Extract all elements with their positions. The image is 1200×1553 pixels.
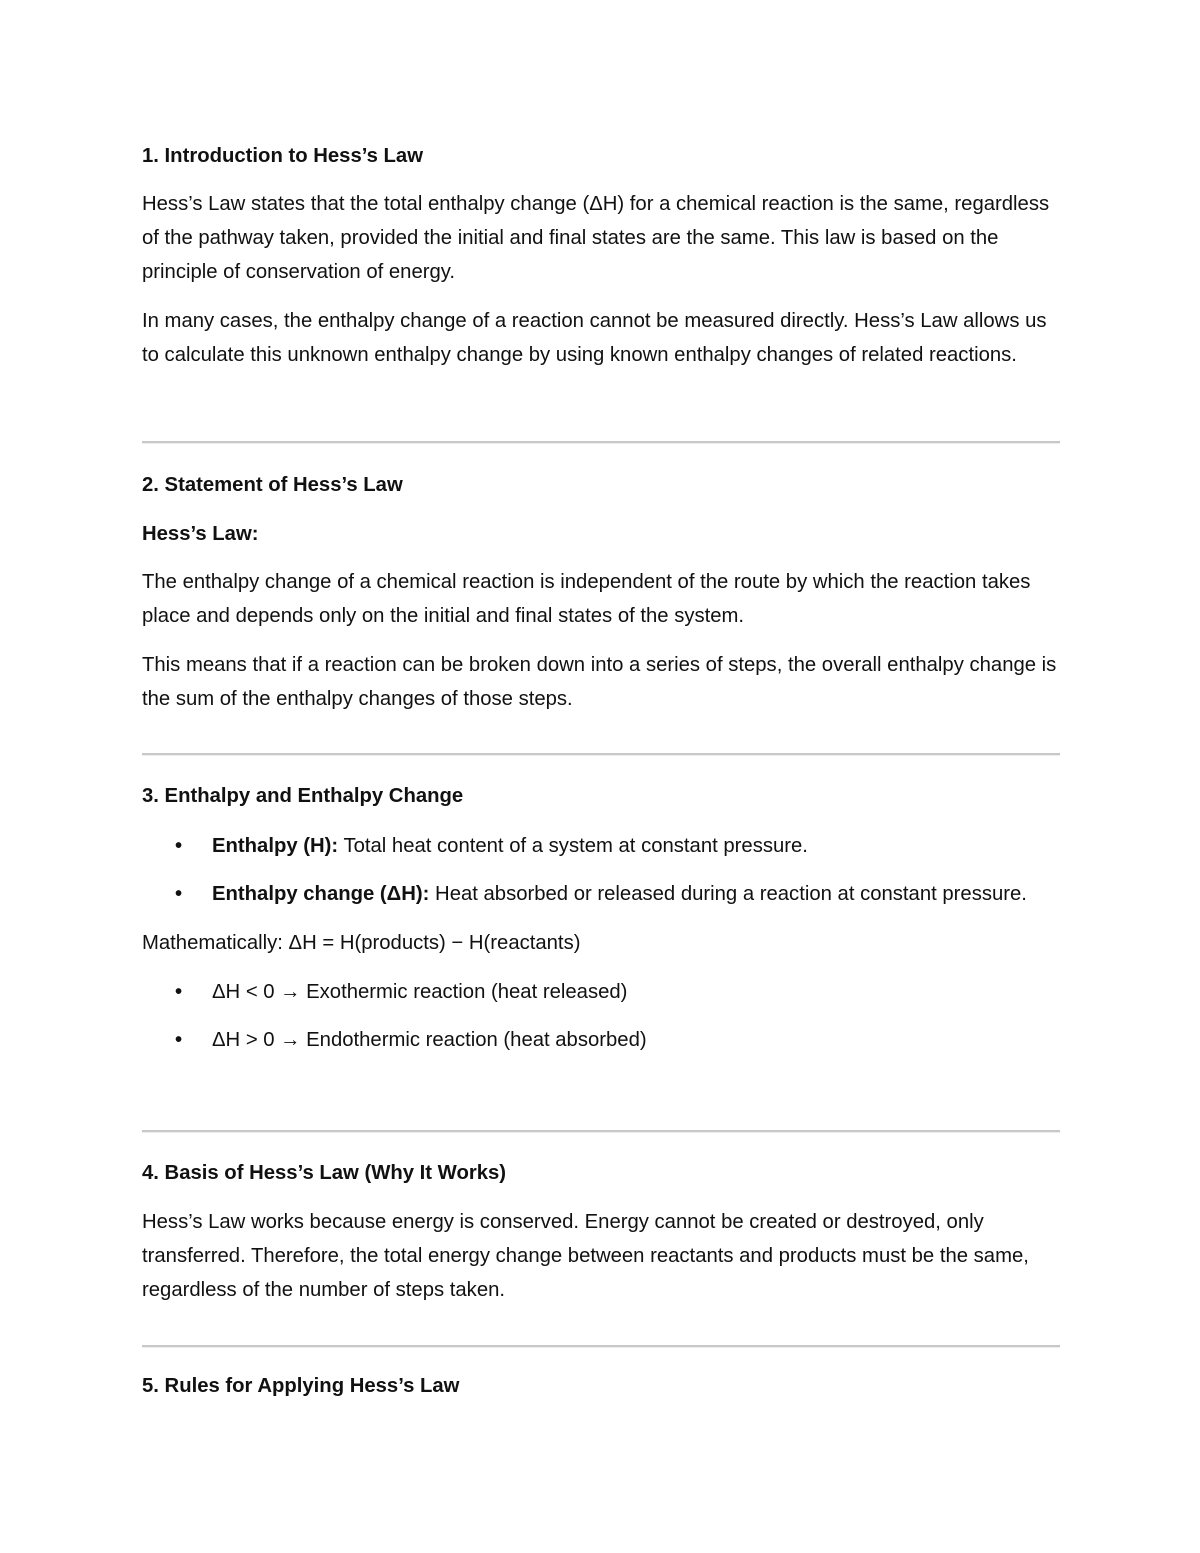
- bullet: •: [175, 1029, 183, 1051]
- horizontal-rule: [142, 753, 1060, 756]
- paragraph: The enthalpy change of a chemical reaction is independent of the route by which the reaction takes place and depends only on the initial and final states of the system.: [142, 571, 1031, 627]
- definition: Total heat content of a system at constant pressure.: [338, 835, 808, 857]
- bullet: •: [175, 835, 183, 857]
- section-heading: 5. Rules for Applying Hess’s Law: [142, 1375, 460, 1397]
- section-heading: 1. Introduction to Hess’s Law: [142, 145, 423, 167]
- term: Enthalpy change (ΔH):: [212, 883, 430, 905]
- case-text: ΔH > 0 → Endothermic reaction (heat absorbed): [212, 1029, 647, 1051]
- paragraph: Hess’s Law works because energy is conserved. Energy cannot be created or destroyed, only transferred. Therefore, the total energy change between reactants and products must be the same, regardless of the number of steps taken.: [142, 1211, 1029, 1301]
- section-introduction: [142, 139, 1062, 372]
- cases-list: [142, 975, 1062, 1057]
- section-enthalpy: [142, 779, 1062, 1057]
- definition: Heat absorbed or released during a reaction at constant pressure.: [429, 883, 1027, 905]
- paragraph: This means that if a reaction can be broken down into a series of steps, the overall enthalpy change is the sum of the enthalpy changes of those steps.: [142, 654, 1057, 710]
- section-basis: [142, 1156, 1062, 1307]
- section-rules: [142, 1369, 1062, 1403]
- list-item: [142, 1023, 1062, 1057]
- section-heading: 4. Basis of Hess’s Law (Why It Works): [142, 1162, 507, 1184]
- paragraph: Hess’s Law states that the total enthalpy change (ΔH) for a chemical reaction is the same, regardless of the pathway taken, provided the initial and final states are the same. This law is based on the principle of conservation of energy.: [142, 193, 1050, 283]
- horizontal-rule: [142, 1130, 1060, 1133]
- case-text: ΔH < 0 → Exothermic reaction (heat released): [212, 981, 628, 1003]
- formula: Mathematically: ΔH = H(products) − H(reactants): [142, 932, 581, 954]
- paragraph: In many cases, the enthalpy change of a reaction cannot be measured directly. Hess’s Law allows us to calculate this unknown enthalpy change by using known enthalpy changes of related reactions.: [142, 310, 1047, 366]
- horizontal-rule: [142, 441, 1060, 444]
- bullet: •: [175, 883, 183, 905]
- term: Enthalpy (H):: [212, 835, 339, 857]
- bullet: •: [175, 981, 183, 1003]
- section-statement: [142, 468, 1062, 716]
- list-item: [142, 877, 1062, 911]
- law-label: Hess’s Law:: [142, 523, 259, 545]
- horizontal-rule: [142, 1345, 1060, 1348]
- list-item: [142, 975, 1062, 1009]
- definitions-list: [142, 829, 1062, 911]
- section-heading: 2. Statement of Hess’s Law: [142, 474, 403, 496]
- list-item: [142, 829, 1062, 863]
- section-heading: 3. Enthalpy and Enthalpy Change: [142, 785, 464, 807]
